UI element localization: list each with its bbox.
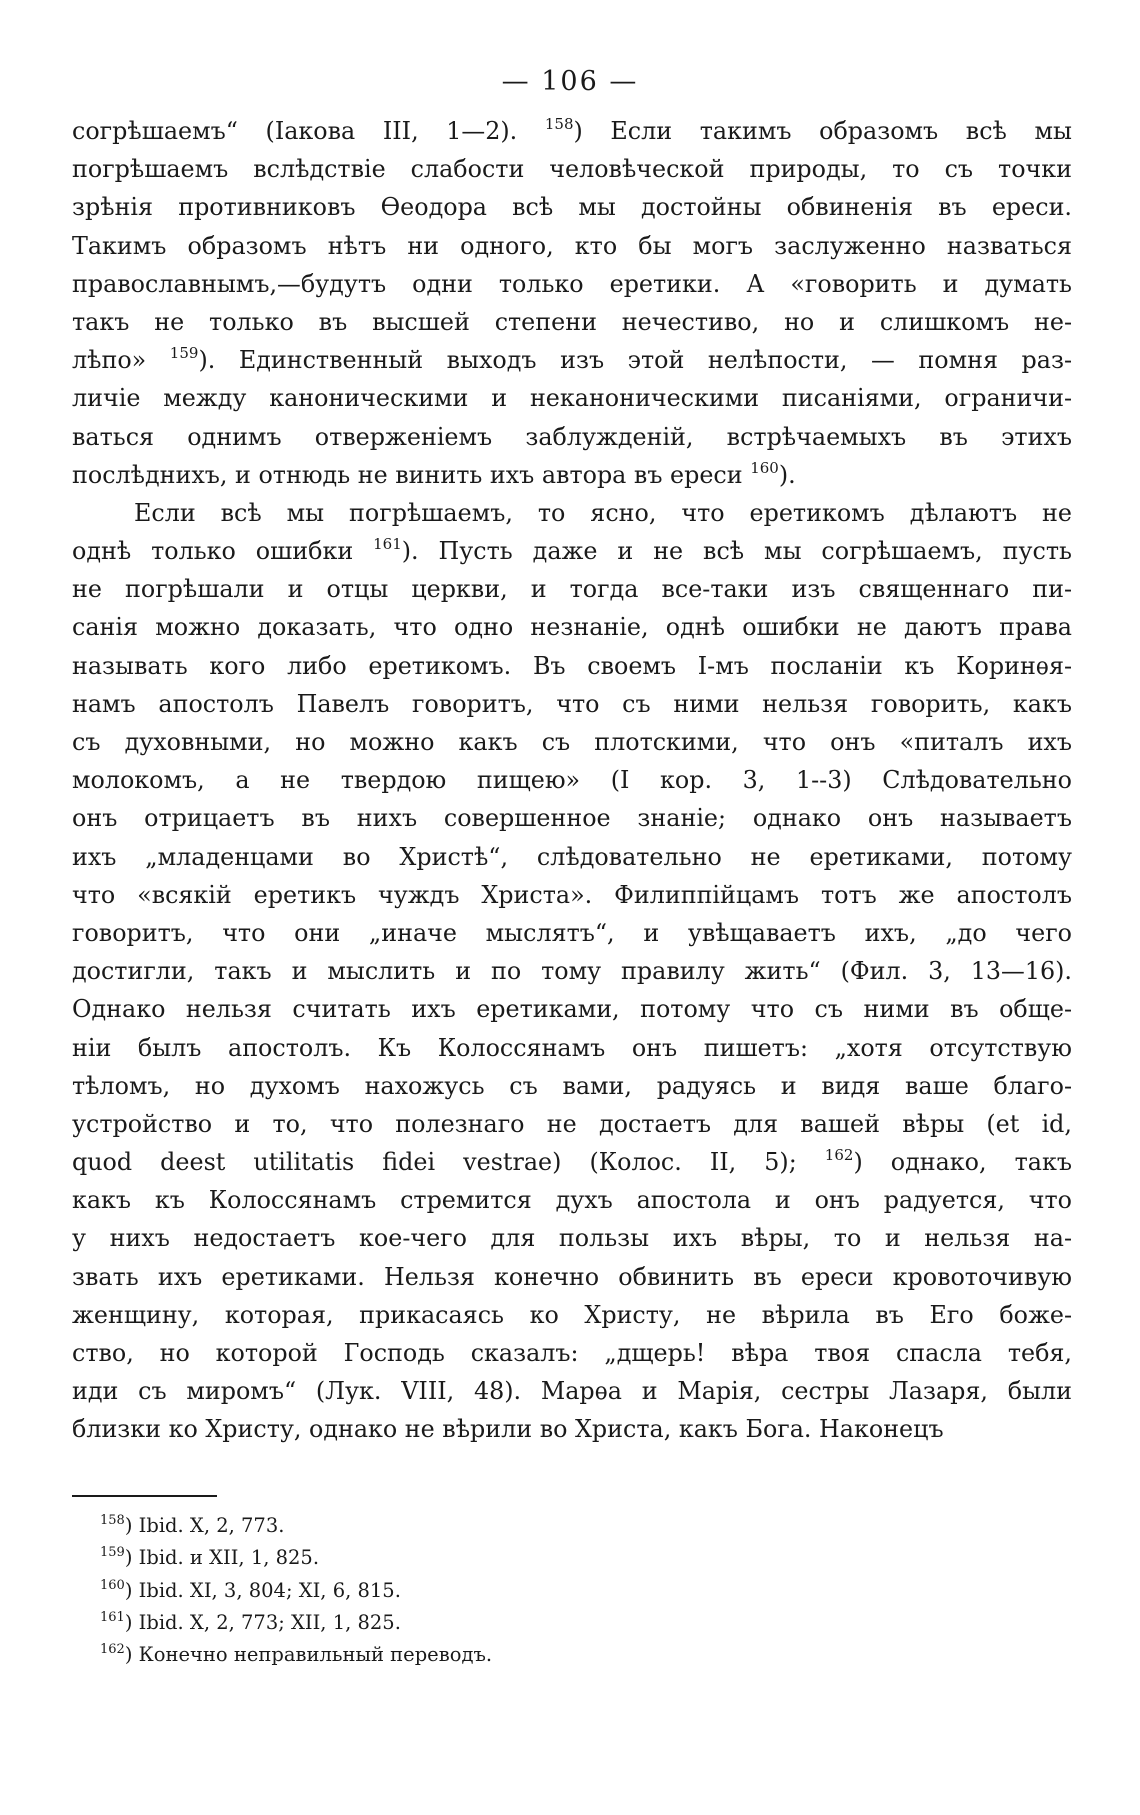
footnote-ref: 159 (169, 344, 199, 363)
text-line (72, 303, 1072, 341)
line-text: намъ апостолъ Павелъ говоритъ, что съ ними нельзя говорить, какъ (72, 689, 1072, 718)
footnotes (100, 1510, 800, 1671)
line-text: близки ко Христу, однако не вѣрили во Христа, какъ Бога. Наконецъ (72, 1415, 944, 1444)
text-line (72, 838, 1072, 876)
line-text: Однако нельзя считать ихъ еретиками, потому что съ ними въ обще- (72, 995, 1072, 1024)
line-text: ніи былъ апостолъ. Къ Колоссянамъ онъ пишетъ: „хотя отсутствую (72, 1033, 1072, 1062)
page-number: — 106 — (501, 66, 639, 97)
line-text: ихъ „младенцами во Христѣ“, слѣдовательно не еретиками, потому (72, 842, 1072, 871)
line-text: какъ къ Колоссянамъ стремится духъ апостола и онъ радуется, что (72, 1186, 1072, 1215)
line-text: онъ отрицаетъ въ нихъ совершенное знаніе; однако онъ называетъ (72, 804, 1072, 833)
footnote-number: 158 (100, 1513, 125, 1528)
footnote-text: ) Ibid. XI, 3, 804; XI, 6, 815. (124, 1578, 401, 1602)
text-line (72, 418, 1072, 456)
text-line (72, 952, 1072, 990)
line-text-continued: ) Если такимъ образомъ всѣ мы (573, 117, 1072, 145)
line-text: санія можно доказать, что одно незнаніе, однѣ ошибки не даютъ права (72, 613, 1072, 642)
line-text: согрѣшаемъ“ (Іакова III, 1—2). (72, 117, 518, 145)
line-text: православнымъ,—будутъ одни только еретики. А «говорить и думать (72, 269, 1072, 298)
line-text: называть кого либо еретикомъ. Въ своемъ I-мъ посланіи къ Коринѳя- (72, 651, 1072, 680)
text-line (72, 1258, 1072, 1296)
text-line (72, 532, 1072, 570)
text-line (72, 876, 1072, 914)
line-text: однѣ только ошибки (72, 537, 354, 566)
text-line (72, 1067, 1072, 1105)
paragraphs (72, 112, 1072, 1449)
footnote-number: 159 (100, 1545, 125, 1561)
footnote (100, 1510, 800, 1542)
text-line (72, 112, 1072, 150)
text-line (72, 150, 1072, 188)
line-text: что «всякій еретикъ чуждъ Христа». Филиппійцамъ тотъ же апостолъ (72, 880, 1072, 909)
footnote (100, 1607, 800, 1639)
line-text: женщину, которая, прикасаясь ко Христу, не вѣрила въ Его боже- (72, 1300, 1072, 1329)
text-line (72, 1181, 1072, 1219)
text-line (72, 914, 1072, 952)
line-text: лѣпо» (72, 346, 147, 375)
text-line (72, 723, 1072, 761)
footnote-ref: 158 (544, 115, 574, 133)
line-text: ваться однимъ отверженіемъ заблужденій, встрѣчаемыхъ въ этихъ (72, 422, 1072, 451)
line-text-continued: ). Единственный выходъ изъ этой нелѣпости, — помня раз- (198, 346, 1072, 375)
line-text: Если всѣ мы погрѣшаемъ, то ясно, что еретикомъ дѣлаютъ не (134, 498, 1072, 527)
text-line (72, 1105, 1072, 1143)
footnote-text: ) Ibid. X, 2, 773; XII, 1, 825. (124, 1610, 401, 1634)
text-line (72, 761, 1072, 799)
line-text: звать ихъ еретиками. Нельзя конечно обвинить въ ереси кровоточивую (72, 1262, 1072, 1291)
body-text (72, 112, 1072, 1449)
text-line (72, 990, 1072, 1028)
footnote-ref: 161 (373, 535, 402, 554)
footnote (100, 1542, 800, 1574)
text-line (72, 227, 1072, 265)
footnote (100, 1575, 800, 1607)
footnote (100, 1639, 800, 1671)
text-line (72, 456, 1072, 494)
text-line (72, 1334, 1072, 1372)
line-text: личіе между каноническими и неканоническими писаніями, ограничи- (72, 384, 1072, 413)
footnote-text: ) Ibid. и XII, 1, 825. (124, 1546, 320, 1570)
text-line (72, 379, 1072, 417)
line-text: ство, но которой Господь сказалъ: „дщерь! вѣра твоя спасла тебя, (72, 1339, 1072, 1367)
footnote-divider (72, 1495, 217, 1497)
text-line (72, 608, 1072, 646)
text-line (72, 685, 1072, 723)
text-line (72, 1029, 1072, 1067)
footnote-ref: 160 (750, 458, 779, 477)
line-text: достигли, такъ и мыслить и по тому правилу жить“ (Фил. 3, 13—16). (72, 957, 1072, 986)
line-text: молокомъ, а не твердою пищею» (I кор. 3, 1--3) Слѣдовательно (72, 766, 1072, 795)
footnote-text: ) Ibid. X, 2, 773. (124, 1514, 285, 1537)
text-line (72, 1143, 1072, 1181)
line-text: quod deest utilitatis fidei vestrae) (Колос. II, 5); (72, 1148, 797, 1177)
text-line (72, 647, 1072, 685)
line-text: говоритъ, что они „иначе мыслятъ“, и увѣщаваетъ ихъ, „до чего (72, 918, 1072, 947)
line-text: такъ не только въ высшей степени нечестиво, но и слишкомъ не- (72, 307, 1072, 336)
text-line (72, 494, 1072, 532)
line-text: съ духовными, но можно какъ съ плотскими, что онъ «питалъ ихъ (72, 728, 1072, 756)
line-text-continued: ). (778, 460, 796, 489)
line-text: устройство и то, что полезнаго не достаетъ для вашей вѣры (et id, (72, 1109, 1072, 1138)
line-text-continued: ) однако, такъ (853, 1148, 1072, 1177)
text-line (72, 570, 1072, 608)
text-line (72, 1296, 1072, 1334)
footnote-number: 160 (100, 1577, 125, 1593)
text-line (72, 265, 1072, 303)
footnote-text: ) Конечно неправильный переводъ. (124, 1643, 493, 1667)
text-line (72, 188, 1072, 226)
text-line (72, 341, 1072, 379)
text-line (72, 799, 1072, 837)
line-text: иди съ миромъ“ (Лук. VIII, 48). Марѳа и Марія, сестры Лазаря, были (72, 1377, 1072, 1406)
footnote-ref: 162 (824, 1146, 854, 1165)
text-line (72, 1219, 1072, 1257)
footnote-number: 162 (100, 1642, 125, 1658)
line-text: тѣломъ, но духомъ нахожусь съ вами, радуясь и видя ваше благо- (72, 1071, 1072, 1100)
line-text: зрѣнія противниковъ Ѳеодора всѣ мы достойны обвиненія въ ереси. (72, 193, 1072, 222)
line-text-continued: ). Пусть даже и не всѣ мы согрѣшаемъ, пусть (401, 537, 1072, 566)
text-line (72, 1410, 1072, 1448)
line-text: послѣднихъ, и отнюдь не винить ихъ автора въ ереси (72, 460, 743, 489)
line-text: Такимъ образомъ нѣтъ ни одного, кто бы могъ заслуженно назваться (72, 231, 1072, 260)
text-line (72, 1372, 1072, 1410)
footnote-number: 161 (100, 1609, 125, 1625)
line-text: погрѣшаемъ вслѣдствіе слабости человѣческой природы, то съ точки (72, 155, 1072, 184)
line-text: у нихъ недостаетъ кое-чего для пользы ихъ вѣры, то и нельзя на- (72, 1224, 1072, 1253)
line-text: не погрѣшали и отцы церкви, и тогда все-таки изъ священнаго пи- (72, 575, 1072, 604)
